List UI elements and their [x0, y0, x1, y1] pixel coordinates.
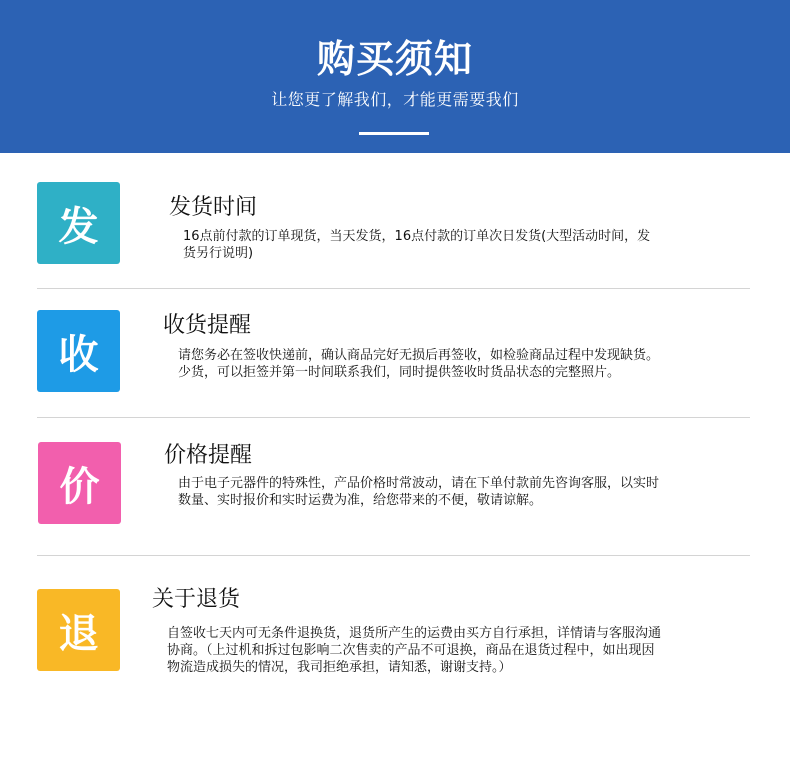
price-body: 由于电子元器件的特殊性，产品价格时常波动，请在下单付款前先咨询客服，以实时数量、实时报价和实时运费为准，给您带来的不便，敬请谅解。 — [178, 476, 660, 508]
header-underline — [359, 132, 429, 135]
shipping-title: 发货时间 — [169, 195, 258, 220]
price-title: 价格提醒 — [164, 443, 253, 468]
return-title: 关于退货 — [152, 587, 241, 612]
price-badge-icon: 价 — [38, 442, 121, 524]
shipping-body: 16点前付款的订单现货，当天发货，16点付款的订单次日发货(大型活动时间，发货另行说明) — [183, 229, 651, 261]
receiving-badge-icon: 收 — [37, 310, 120, 392]
page-header — [0, 0, 790, 153]
return-badge-icon: 退 — [37, 589, 120, 671]
section-divider — [37, 417, 750, 418]
page-subtitle: 让您更了解我们，才能更需要我们 — [271, 90, 519, 109]
section-divider — [37, 555, 750, 556]
return-body: 自签收七天内可无条件退换货，退货所产生的运费由买方自行承担，详情请与客服沟通协商。（上过机和拆过包影响二次售卖的产品不可退换，商品在退货过程中，如出现因物流造成损失的情况，我司拒绝承担，请知悉，谢谢支持。） — [167, 626, 662, 675]
shipping-badge-icon: 发 — [37, 182, 120, 264]
page-title: 购买须知 — [316, 37, 473, 81]
receiving-body: 请您务必在签收快递前，确认商品完好无损后再签收，如检验商品过程中发现缺货。少货，可以拒签并第一时间联系我们，同时提供签收时货品状态的完整照片。 — [178, 348, 660, 380]
section-divider — [37, 288, 750, 289]
receiving-title: 收货提醒 — [163, 313, 252, 338]
